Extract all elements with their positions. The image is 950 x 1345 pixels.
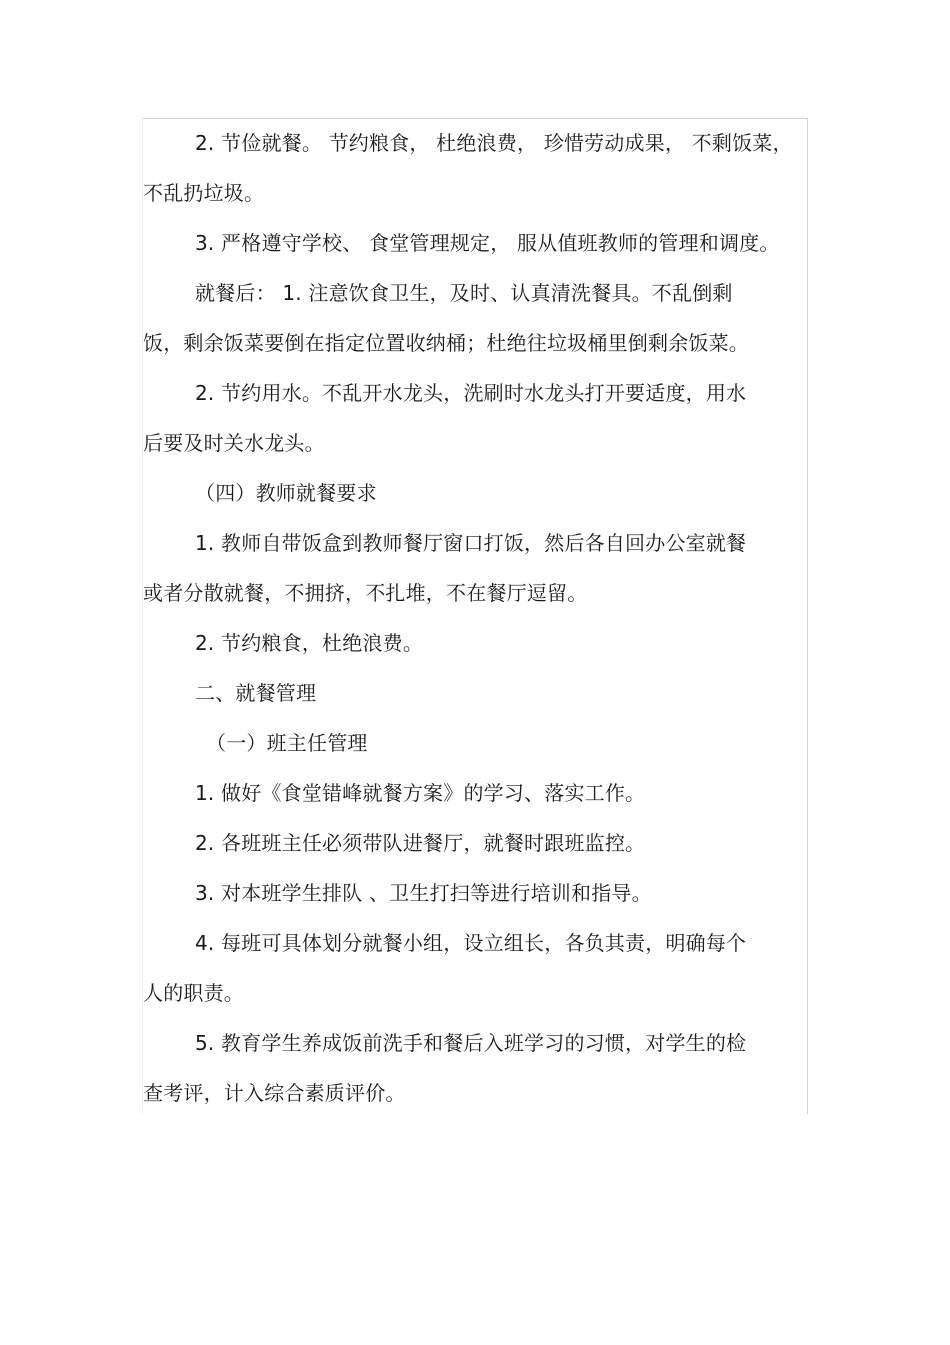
paragraph-line: 1. 教师自带饭盒到教师餐厅窗口打饭，然后各自回办公室就餐 — [195, 531, 747, 555]
paragraph-line: 不乱扔垃圾。 — [143, 181, 265, 205]
paragraph-line: 饭，剩余饭菜要倒在指定位置收纳桶；杜绝往垃圾桶里倒剩余饭菜。 — [143, 331, 749, 355]
paragraph-line: 或者分散就餐，不拥挤，不扎堆，不在餐厅逗留。 — [143, 581, 588, 605]
paragraph-line: 3. 严格遵守学校、 食堂管理规定， 服从值班教师的管理和调度。 — [195, 231, 780, 255]
paragraph-line: 5. 教育学生养成饭前洗手和餐后入班学习的习惯，对学生的检 — [195, 1031, 747, 1055]
page-frame — [142, 118, 808, 1114]
paragraph-line: 2. 节约粮食，杜绝浪费。 — [195, 631, 424, 655]
paragraph-line: 查考评，计入综合素质评价。 — [143, 1081, 406, 1105]
paragraph-line: 就餐后： 1. 注意饮食卫生，及时、认真清洗餐具。不乱倒剩 — [195, 281, 733, 305]
paragraph-line: 2. 各班班主任必须带队进餐厅，就餐时跟班监控。 — [195, 831, 646, 855]
section-heading: 二、就餐管理 — [195, 681, 317, 705]
paragraph-line: 1. 做好《食堂错峰就餐方案》的学习、落实工作。 — [195, 781, 646, 805]
paragraph-line: 后要及时关水龙头。 — [143, 431, 325, 455]
paragraph-line: 2. 节约用水。不乱开水龙头，洗刷时水龙头打开要适度，用水 — [195, 381, 747, 405]
paragraph-line: 4. 每班可具体划分就餐小组，设立组长，各负其责，明确每个 — [195, 931, 747, 955]
section-heading: （一）班主任管理 — [206, 731, 368, 755]
paragraph-line: 人的职责。 — [143, 981, 244, 1005]
section-heading: （四）教师就餐要求 — [195, 481, 377, 505]
paragraph-line: 2. 节俭就餐。 节约粮食， 杜绝浪费， 珍惜劳动成果， 不剩饭菜， — [195, 131, 793, 155]
paragraph-line: 3. 对本班学生排队 、卫生打扫等进行培训和指导。 — [195, 881, 652, 905]
